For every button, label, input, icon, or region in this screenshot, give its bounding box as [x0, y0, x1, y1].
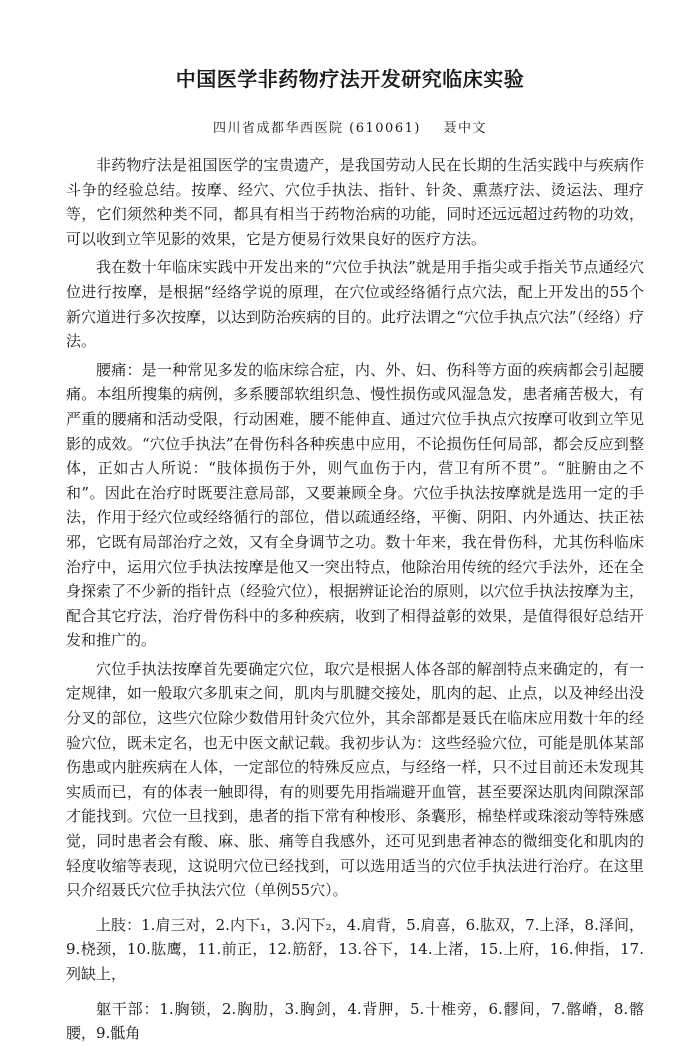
- page-title: 中国医学非药物疗法开发研究临床实验: [175, 67, 525, 91]
- list-trunk: 躯干部：1.胸锁，2.胸肋，3.胸剑，4.背胛，5.十椎旁，6.髎间，7.髂嵴，8.髂腰，9.骶角: [66, 999, 644, 1043]
- article-body: [66, 153, 644, 1050]
- list-upper-limb: 上肢：1.肩三对，2.内下₁，3.闪下₂，4.肩背，5.肩喜，6.肱双，7.上泽，8.泽间，9.桡颈，10.肱鹰，11.前正，12.筋舒，13.谷下，14.上渚，15.上府，16.伸指，17.列缺上，: [66, 915, 644, 983]
- paragraph-intro: 非药物疗法是祖国医学的宝贵遗产，是我国劳动人民在长期的生活实践中与疾病作斗争的经验总结。按摩、经穴、穴位手执法、指针、针灸、熏蒸疗法、烫运法、理疗等，它们须然种类不同，都具有相当于药物治病的功能，同时还远远超过药物的功效，可以收到立竿见影的效果，它是方便易行效果良好的医疗方法。: [66, 156, 644, 248]
- paragraph-acupoints: 穴位手执法按摩首先要确定穴位，取穴是根据人体各部的解剖特点来确定的，有一定规律，如一般取穴多肌束之间，肌肉与肌腱交接处，肌肉的起、止点，以及神经出没分叉的部位，这些穴位除少数借用针灸穴位外，其余部都是聂氏在临床应用数十年的经验穴位，既未定名，也无中医文献记载。我初步认为：这些经验穴位，可能是肌体某部伤患或内脏疾病在人体，一定部位的特殊反应点，与经络一样，只不过目前还未发现其实质而已，有的体表一触即得，有的则要先用指端避开血管，甚至要深达肌肉间隙深部才能找到。穴位一旦找到，患者的指下常有种梭形、条囊形，棉垫样或珠滚动等特殊感觉，同时患者会有酸、麻、胀、痛等自我感外，还可见到患者神态的微细变化和肌肉的轻度收缩等表现，这说明穴位已经找到，可以选用适当的穴位手执法进行治疗。在这里只介绍聂氏穴位手执法穴位（单例55穴）。: [66, 659, 644, 900]
- paragraph-lumbago: 腰痛：是一种常见多发的临床综合症，内、外、妇、伤科等方面的疾病都会引起腰痛。本组所搜集的病例，多系腰部软组织急、慢性损伤或风湿急发，患者痛苦极大，有严重的腰痛和活动受限，行动困难，腰不能伸直、通过穴位手执点穴按摩可收到立竿见影的成效。“穴位手执法”在骨伤科各种疾患中应用，不论损伤任何局部，都会反应到整体，正如古人所说：“肢体损伤于外，则气血伤于内，营卫有所不贯”。“脏腑由之不和”。因此在治疗时既要注意局部，又要兼顾全身。穴位手执法按摩就是选用一定的手法，作用于经穴位或经络循行的部位，借以疏通经络，平衡、阴阳、内外通达、扶正祛邪，它既有局部治疗之效，又有全身调节之功。数十年来，我在骨伤科，尤其伤科临床治疗中，运用穴位手执法按摩是他又一突出特点，他除治用传统的经穴手法外，还在全身探索了不少新的指针点（经验穴位），根据辨证论治的原则，以穴位手执法按摩为主，配合其它疗法，治疗骨伤科中的多种疾病，收到了相得益彰的效果，是值得很好总结开发和推广的。: [66, 360, 644, 650]
- author-byline: 四川省成都华西医院 (610061) 聂中文: [213, 121, 487, 136]
- paragraph-method: 我在数十年临床实践中开发出来的“穴位手执法”就是用手指尖或手指关节点通经穴位进行按摩，是根据“经络学说的原理，在穴位或经络循行点穴法，配上开发出的55个新穴道进行多次按摩，以达到防治疾病的目的。此疗法谓之“穴位手执点穴法”（经络）疗法。: [66, 258, 644, 351]
